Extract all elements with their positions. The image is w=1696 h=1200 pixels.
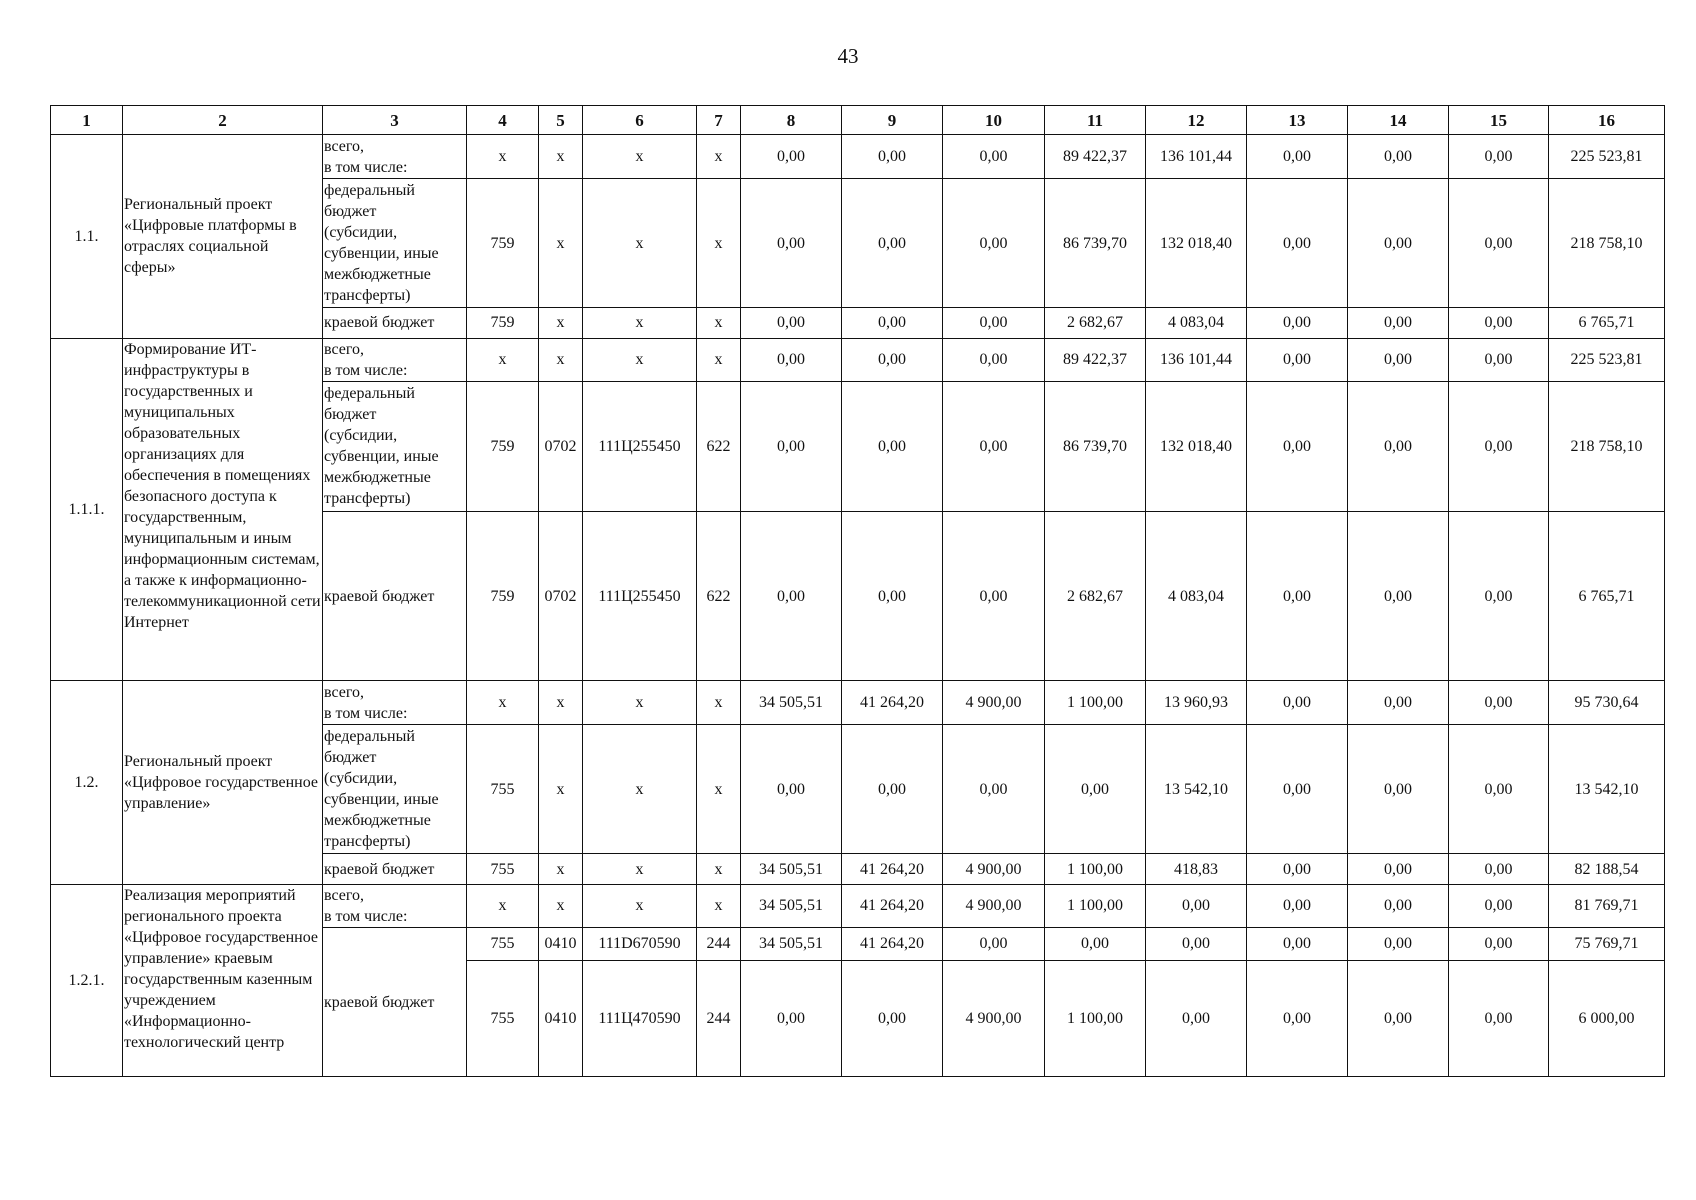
cell-col-11: 1 100,00: [1045, 960, 1146, 1076]
cell-col-8: 0,00: [741, 960, 842, 1076]
cell-col-8: 34 505,51: [741, 884, 842, 927]
cell-col-15: 0,00: [1449, 960, 1549, 1076]
cell-col-11: 89 422,37: [1045, 135, 1146, 178]
cell-col-4: 755: [467, 854, 539, 884]
cell-col-11: 2 682,67: [1045, 308, 1146, 338]
table-row: [51, 681, 1665, 724]
cell-col-10: 0,00: [943, 135, 1045, 178]
column-header-15: 15: [1449, 106, 1549, 135]
cell-col-15: 0,00: [1449, 135, 1549, 178]
cell-col-15: 0,00: [1449, 724, 1549, 853]
column-header-6: 6: [583, 106, 697, 135]
cell-col-14: 0,00: [1348, 308, 1449, 338]
funding-source: всего, в том числе:: [323, 135, 467, 178]
cell-col-5: x: [539, 308, 583, 338]
cell-col-12: 0,00: [1146, 928, 1247, 960]
column-header-13: 13: [1247, 106, 1348, 135]
funding-source: всего, в том числе:: [323, 338, 467, 381]
cell-col-13: 0,00: [1247, 960, 1348, 1076]
cell-col-15: 0,00: [1449, 338, 1549, 381]
cell-col-10: 4 900,00: [943, 884, 1045, 927]
cell-col-6: x: [583, 135, 697, 178]
cell-col-12: 132 018,40: [1146, 382, 1247, 511]
cell-col-16: 225 523,81: [1549, 135, 1665, 178]
cell-col-11: 86 739,70: [1045, 178, 1146, 307]
cell-col-11: 86 739,70: [1045, 382, 1146, 511]
cell-col-12: 4 083,04: [1146, 308, 1247, 338]
funding-source: федеральный бюджет (субсидии, субвенции, иные межбюджетные трансферты): [323, 178, 467, 307]
cell-col-4: 759: [467, 511, 539, 681]
cell-col-5: x: [539, 338, 583, 381]
cell-col-14: 0,00: [1348, 382, 1449, 511]
cell-col-8: 34 505,51: [741, 854, 842, 884]
cell-col-7: x: [697, 308, 741, 338]
cell-col-13: 0,00: [1247, 178, 1348, 307]
cell-col-12: 13 542,10: [1146, 724, 1247, 853]
funding-source: всего, в том числе:: [323, 681, 467, 724]
cell-col-8: 34 505,51: [741, 928, 842, 960]
cell-col-10: 0,00: [943, 511, 1045, 681]
cell-col-6: x: [583, 854, 697, 884]
funding-source: краевой бюджет: [323, 854, 467, 884]
cell-col-7: x: [697, 135, 741, 178]
cell-col-10: 0,00: [943, 382, 1045, 511]
cell-col-7: x: [697, 884, 741, 927]
row-name: Региональный проект «Цифровое государственное управление»: [123, 681, 323, 884]
cell-col-8: 0,00: [741, 135, 842, 178]
cell-col-6: x: [583, 884, 697, 927]
cell-col-5: 0702: [539, 511, 583, 681]
funding-source: федеральный бюджет (субсидии, субвенции, иные межбюджетные трансферты): [323, 724, 467, 853]
cell-col-11: 89 422,37: [1045, 338, 1146, 381]
cell-col-8: 0,00: [741, 338, 842, 381]
cell-col-4: x: [467, 338, 539, 381]
cell-col-14: 0,00: [1348, 178, 1449, 307]
cell-col-7: x: [697, 724, 741, 853]
cell-col-16: 218 758,10: [1549, 382, 1665, 511]
cell-col-6: x: [583, 338, 697, 381]
cell-col-16: 6 765,71: [1549, 511, 1665, 681]
funding-source: федеральный бюджет (субсидии, субвенции, иные межбюджетные трансферты): [323, 382, 467, 511]
cell-col-7: x: [697, 338, 741, 381]
column-header-14: 14: [1348, 106, 1449, 135]
cell-col-16: 13 542,10: [1549, 724, 1665, 853]
cell-col-14: 0,00: [1348, 338, 1449, 381]
cell-col-8: 34 505,51: [741, 681, 842, 724]
cell-col-4: x: [467, 681, 539, 724]
column-header-16: 16: [1549, 106, 1665, 135]
cell-col-6: 111Ц255450: [583, 511, 697, 681]
cell-col-5: x: [539, 135, 583, 178]
cell-col-16: 95 730,64: [1549, 681, 1665, 724]
cell-col-11: 0,00: [1045, 724, 1146, 853]
cell-col-5: x: [539, 178, 583, 307]
column-header-11: 11: [1045, 106, 1146, 135]
funding-source: краевой бюджет: [323, 308, 467, 338]
column-header-9: 9: [842, 106, 943, 135]
cell-col-14: 0,00: [1348, 928, 1449, 960]
cell-col-14: 0,00: [1348, 960, 1449, 1076]
cell-col-4: 755: [467, 724, 539, 853]
cell-col-9: 0,00: [842, 724, 943, 853]
row-name: Региональный проект «Цифровые платформы в отраслях социальной сферы»: [123, 135, 323, 338]
column-header-3: 3: [323, 106, 467, 135]
cell-col-5: x: [539, 681, 583, 724]
cell-col-15: 0,00: [1449, 382, 1549, 511]
header-row: [51, 106, 1665, 135]
cell-col-16: 75 769,71: [1549, 928, 1665, 960]
cell-col-6: 111Ц255450: [583, 382, 697, 511]
cell-col-6: 111D670590: [583, 928, 697, 960]
cell-col-16: 6 000,00: [1549, 960, 1665, 1076]
cell-col-15: 0,00: [1449, 511, 1549, 681]
cell-col-7: x: [697, 681, 741, 724]
cell-col-9: 0,00: [842, 308, 943, 338]
cell-col-9: 0,00: [842, 135, 943, 178]
cell-col-12: 4 083,04: [1146, 511, 1247, 681]
cell-col-16: 6 765,71: [1549, 308, 1665, 338]
cell-col-9: 41 264,20: [842, 854, 943, 884]
page-number: 43: [837, 44, 859, 68]
cell-col-6: x: [583, 308, 697, 338]
cell-col-13: 0,00: [1247, 724, 1348, 853]
cell-col-15: 0,00: [1449, 854, 1549, 884]
column-header-2: 2: [123, 106, 323, 135]
cell-col-10: 0,00: [943, 178, 1045, 307]
cell-col-10: 0,00: [943, 308, 1045, 338]
cell-col-16: 225 523,81: [1549, 338, 1665, 381]
cell-col-8: 0,00: [741, 724, 842, 853]
column-header-12: 12: [1146, 106, 1247, 135]
row-name: Реализация мероприятий регионального проекта «Цифровое государственное управление» краевым государственным казенным учреждением «Информационно-технологический центр: [123, 884, 323, 1076]
cell-col-13: 0,00: [1247, 681, 1348, 724]
cell-col-7: 622: [697, 382, 741, 511]
cell-col-12: 418,83: [1146, 854, 1247, 884]
cell-col-10: 0,00: [943, 338, 1045, 381]
cell-col-11: 1 100,00: [1045, 854, 1146, 884]
cell-col-10: 0,00: [943, 724, 1045, 853]
cell-col-9: 0,00: [842, 178, 943, 307]
cell-col-14: 0,00: [1348, 854, 1449, 884]
cell-col-10: 4 900,00: [943, 960, 1045, 1076]
cell-col-5: 0410: [539, 928, 583, 960]
cell-col-6: 111Ц470590: [583, 960, 697, 1076]
cell-col-6: x: [583, 724, 697, 853]
cell-col-9: 0,00: [842, 338, 943, 381]
cell-col-11: 1 100,00: [1045, 884, 1146, 927]
column-header-7: 7: [697, 106, 741, 135]
column-header-1: 1: [51, 106, 123, 135]
table-row: [51, 338, 1665, 381]
cell-col-4: 755: [467, 960, 539, 1076]
cell-col-13: 0,00: [1247, 884, 1348, 927]
column-header-5: 5: [539, 106, 583, 135]
row-number: 1.1.: [51, 135, 123, 338]
cell-col-5: x: [539, 854, 583, 884]
table-body: [51, 106, 1665, 1077]
cell-col-12: 0,00: [1146, 960, 1247, 1076]
cell-col-15: 0,00: [1449, 308, 1549, 338]
cell-col-8: 0,00: [741, 178, 842, 307]
cell-col-13: 0,00: [1247, 382, 1348, 511]
cell-col-7: x: [697, 178, 741, 307]
cell-col-10: 0,00: [943, 928, 1045, 960]
cell-col-14: 0,00: [1348, 135, 1449, 178]
cell-col-5: x: [539, 724, 583, 853]
funding-source: всего, в том числе:: [323, 884, 467, 927]
table-row: [51, 135, 1665, 178]
cell-col-9: 41 264,20: [842, 681, 943, 724]
cell-col-8: 0,00: [741, 511, 842, 681]
cell-col-15: 0,00: [1449, 884, 1549, 927]
cell-col-7: 622: [697, 511, 741, 681]
cell-col-14: 0,00: [1348, 884, 1449, 927]
cell-col-9: 0,00: [842, 511, 943, 681]
funding-source: краевой бюджет: [323, 511, 467, 681]
budget-table: [50, 105, 1665, 1077]
cell-col-13: 0,00: [1247, 928, 1348, 960]
cell-col-4: x: [467, 884, 539, 927]
cell-col-13: 0,00: [1247, 511, 1348, 681]
row-name: Формирование ИТ-инфраструктуры в государственных и муниципальных образовательных организациях для обеспечения в помещениях безопасного доступа к государственным, муниципальным и иным информационным системам, а также к информационно-телекоммуникационной сети Интернет: [123, 338, 323, 681]
cell-col-5: 0702: [539, 382, 583, 511]
cell-col-9: 41 264,20: [842, 884, 943, 927]
cell-col-13: 0,00: [1247, 308, 1348, 338]
cell-col-14: 0,00: [1348, 511, 1449, 681]
cell-col-4: 759: [467, 178, 539, 307]
column-header-4: 4: [467, 106, 539, 135]
cell-col-15: 0,00: [1449, 928, 1549, 960]
funding-source: краевой бюджет: [323, 928, 467, 1077]
cell-col-11: 0,00: [1045, 928, 1146, 960]
cell-col-4: 759: [467, 308, 539, 338]
cell-col-15: 0,00: [1449, 178, 1549, 307]
cell-col-13: 0,00: [1247, 854, 1348, 884]
row-number: 1.1.1.: [51, 338, 123, 681]
cell-col-14: 0,00: [1348, 724, 1449, 853]
cell-col-15: 0,00: [1449, 681, 1549, 724]
cell-col-5: 0410: [539, 960, 583, 1076]
cell-col-4: 759: [467, 382, 539, 511]
cell-col-7: 244: [697, 960, 741, 1076]
cell-col-8: 0,00: [741, 382, 842, 511]
cell-col-9: 0,00: [842, 960, 943, 1076]
table-row: [51, 884, 1665, 927]
cell-col-4: 755: [467, 928, 539, 960]
cell-col-16: 82 188,54: [1549, 854, 1665, 884]
cell-col-12: 136 101,44: [1146, 135, 1247, 178]
cell-col-16: 218 758,10: [1549, 178, 1665, 307]
cell-col-12: 132 018,40: [1146, 178, 1247, 307]
cell-col-4: x: [467, 135, 539, 178]
cell-col-6: x: [583, 681, 697, 724]
cell-col-10: 4 900,00: [943, 681, 1045, 724]
cell-col-9: 0,00: [842, 382, 943, 511]
cell-col-5: x: [539, 884, 583, 927]
cell-col-9: 41 264,20: [842, 928, 943, 960]
cell-col-6: x: [583, 178, 697, 307]
row-number: 1.2.: [51, 681, 123, 884]
cell-col-10: 4 900,00: [943, 854, 1045, 884]
cell-col-11: 1 100,00: [1045, 681, 1146, 724]
cell-col-7: x: [697, 854, 741, 884]
column-header-10: 10: [943, 106, 1045, 135]
cell-col-12: 0,00: [1146, 884, 1247, 927]
column-header-8: 8: [741, 106, 842, 135]
cell-col-16: 81 769,71: [1549, 884, 1665, 927]
cell-col-13: 0,00: [1247, 338, 1348, 381]
cell-col-13: 0,00: [1247, 135, 1348, 178]
cell-col-7: 244: [697, 928, 741, 960]
cell-col-11: 2 682,67: [1045, 511, 1146, 681]
cell-col-14: 0,00: [1348, 681, 1449, 724]
cell-col-12: 136 101,44: [1146, 338, 1247, 381]
row-number: 1.2.1.: [51, 884, 123, 1076]
cell-col-8: 0,00: [741, 308, 842, 338]
cell-col-12: 13 960,93: [1146, 681, 1247, 724]
